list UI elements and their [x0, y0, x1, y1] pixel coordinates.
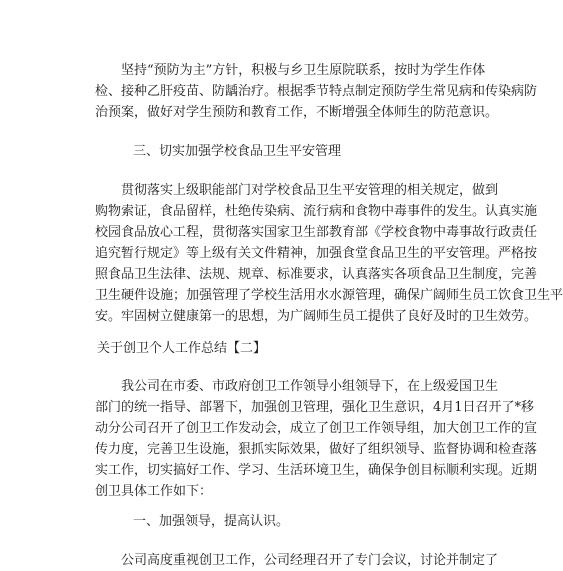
text-line: 动分公司召开了创卫工作发动会，成立了创卫工作领导组，加大创卫工作的宣	[95, 421, 538, 436]
heading-food-safety: 三、切实加强学校食品卫生平安管理	[133, 144, 342, 159]
text-line: 卫生硬件设施；加强管理了学校生活用水水源管理，确保广阔师生员工饮食卫生平	[95, 288, 563, 303]
text-line: 治预案，做好对学生预防和教育工作，不断增强全体师生的防范意识。	[95, 105, 499, 120]
text-line: 贯彻落实上级职能部门对学校食品卫生平安管理的相关规定，做到	[95, 183, 499, 198]
text-line: 追究暂行规定》等上级有关文件精神，加强食堂食品卫生的平安管理。严格按	[95, 246, 538, 261]
text-line: 购物索证，食品留样，杜绝传染病、流行病和食物中毒事件的发生。认真实施	[95, 204, 538, 219]
text-line: 传力度，完善卫生设施，狠抓实际效果，做好了组织领导、监督协调和检查落	[95, 442, 538, 457]
text-line: 创卫具体工作如下：	[95, 484, 213, 499]
text-line: 坚持“预防为主”方针，积极与乡卫生原院联系，按时为学生作体	[95, 63, 486, 78]
paragraph-company-intro	[95, 376, 538, 502]
text-line: 部门的统一指导、部署下，加强创卫管理，强化卫生意识，4月1日召开了*移	[95, 400, 535, 415]
section-title: 关于创卫个人工作总结【二】	[97, 341, 267, 356]
paragraph-prevention	[95, 60, 538, 123]
heading-leadership: 一、加强领导，提高认识。	[133, 514, 290, 529]
text-line: 公司高度重视创卫工作，公司经理召开了专门会议，讨论并制定了	[95, 553, 499, 568]
paragraph-leadership	[95, 550, 499, 571]
text-line: 我公司在市委、市政府创卫工作领导小组领导下，在上级爱国卫生	[95, 379, 499, 394]
text-line: 检、接种乙肝疫苗、防龋治疗。根据季节特点制定预防学生常见病和传染病防	[95, 84, 538, 99]
text-line: 实工作，切实搞好工作、学习、生活环境卫生，确保争创目标顺利实现。近期	[95, 463, 538, 478]
paragraph-food-safety	[95, 180, 563, 327]
text-line: 照食品卫生法律、法规、规章、标准要求，认真落实各项食品卫生制度，完善	[95, 267, 538, 282]
text-line: 安。牢固树立健康第一的思想，为广阔师生员工提供了良好及时的卫生效劳。	[95, 309, 538, 324]
text-line: 校园食品放心工程，贯彻落实国家卫生部教育部《学校食物中毒事故行政责任	[95, 225, 538, 240]
